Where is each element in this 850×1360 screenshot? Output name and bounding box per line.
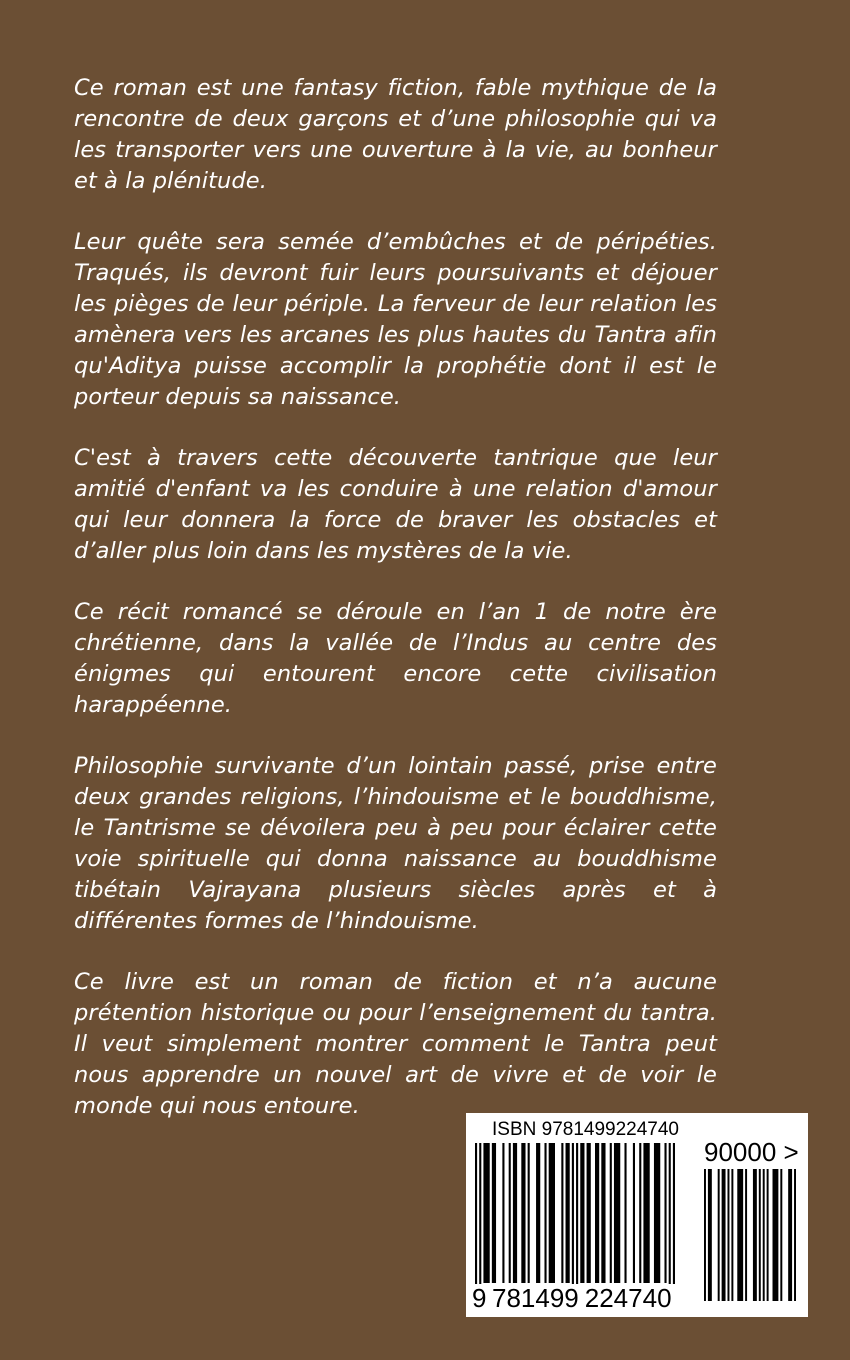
ean-bar-20: [610, 1143, 612, 1283]
blurb-paragraph-5: Philosophie survivante d’un lointain passé, prise entre deux grandes religions, l’hindouisme et le bouddhisme, le Tantrisme se dévoilera peu à peu pour éclairer cette voie spirituelle qui donna naissance au bouddhisme tibétain Vajrayana plusieurs siècles après et à différentes formes de l’hindouisme.: [74, 753, 717, 934]
addon-bar-14: [788, 1169, 792, 1301]
ean-bar-28: [669, 1143, 671, 1293]
ean13-bars: [475, 1143, 675, 1293]
blurb-paragraph-2: Leur quête sera semée d’embûches et de péripéties. Traqués, ils devront fuir leurs poursuivants et déjouer les pièges de leur périple. La ferveur de leur relation les amènera vers les arcanes les plus hautes du Tantra afin qu'Aditya puisse accomplir la prophétie dont il est le porteur depuis sa naissance.: [74, 229, 717, 410]
addon-bar-0: [704, 1169, 706, 1301]
blurb-paragraph-3: C'est à travers cette découverte tantrique que leur amitié d'enfant va les conduire à une relation d'amour qui leur donnera la force de braver les obstacles et d’aller plus loin dans les mystères de la vie.: [74, 445, 717, 564]
ean-bar-17: [587, 1143, 591, 1283]
ean-bar-9: [536, 1143, 540, 1283]
ean-bar-12: [561, 1143, 563, 1283]
blurb-paragraph-6: Ce livre est un roman de fiction et n’a aucune prétention historique ou pour l’enseignement du tantra. Il veut simplement montrer comment le Tantra peut nous apprendre un nouvel art de vivre et de voir le monde qui nous entoure.: [74, 969, 717, 1119]
ean-bar-1: [479, 1143, 481, 1293]
ean-bar-22: [624, 1143, 626, 1283]
addon-bar-3: [722, 1169, 726, 1301]
barcode-digit-group-1: 781499: [492, 1283, 579, 1313]
blurb-paragraph-4: Ce récit romancé se déroule en l’an 1 de notre ère chrétienne, dans la vallée de l’Indus au centre des énigmes qui entourent encore cette civilisation harappéenne.: [74, 599, 717, 718]
blurb-paragraph-1: Ce roman est une fantasy fiction, fable mythique de la rencontre de deux garçons et d’une philosophie qui va les transporter vers une ouverture à la vie, au bonheur et à la plénitude.: [74, 75, 717, 194]
ean-bar-3: [492, 1143, 496, 1283]
ean-bar-10: [544, 1143, 546, 1283]
ean-bar-27: [664, 1143, 666, 1283]
addon-bar-6: [737, 1169, 743, 1301]
ean-bar-8: [528, 1143, 530, 1283]
ean-bar-21: [614, 1143, 620, 1283]
addon-bars: [704, 1169, 796, 1301]
barcode-digit-first: 9: [472, 1283, 487, 1313]
addon-bar-11: [767, 1169, 769, 1301]
ean-bar-24: [639, 1143, 641, 1283]
addon-bar-10: [763, 1169, 765, 1301]
ean-bar-23: [633, 1143, 635, 1283]
addon-bar-2: [718, 1169, 720, 1301]
addon-bar-5: [731, 1169, 733, 1301]
ean-bar-13: [566, 1143, 570, 1283]
isbn-barcode: [466, 1113, 808, 1317]
addon-bar-7: [745, 1169, 747, 1301]
price-code: 90000 >: [704, 1137, 799, 1167]
addon-bar-15: [794, 1169, 796, 1301]
barcode-digit-group-2: 224740: [584, 1283, 672, 1313]
addon-bar-9: [759, 1169, 761, 1301]
ean-bar-6: [513, 1143, 517, 1283]
ean-bar-4: [502, 1143, 504, 1283]
addon-bar-8: [753, 1169, 757, 1301]
ean-bar-26: [654, 1143, 660, 1283]
isbn-label: ISBN 9781499224740: [492, 1119, 679, 1140]
ean-bar-18: [595, 1143, 599, 1283]
ean-bar-5: [509, 1143, 511, 1283]
ean-bar-14: [572, 1143, 574, 1293]
ean-bar-29: [673, 1143, 675, 1293]
ean-bar-16: [580, 1143, 584, 1283]
barcode-digits: [472, 1284, 678, 1312]
ean-bar-25: [643, 1143, 649, 1283]
ean-bar-19: [601, 1143, 605, 1283]
addon-bar-1: [708, 1169, 712, 1301]
ean-bar-15: [576, 1143, 578, 1293]
addon-bar-12: [773, 1169, 779, 1301]
addon-bar-4: [727, 1169, 729, 1301]
ean-bar-7: [521, 1143, 525, 1283]
ean-bar-2: [483, 1143, 489, 1283]
ean-bar-11: [549, 1143, 555, 1283]
ean-bar-0: [475, 1143, 477, 1293]
back-cover-blurb: [74, 73, 717, 1152]
addon-bar-13: [780, 1169, 782, 1301]
